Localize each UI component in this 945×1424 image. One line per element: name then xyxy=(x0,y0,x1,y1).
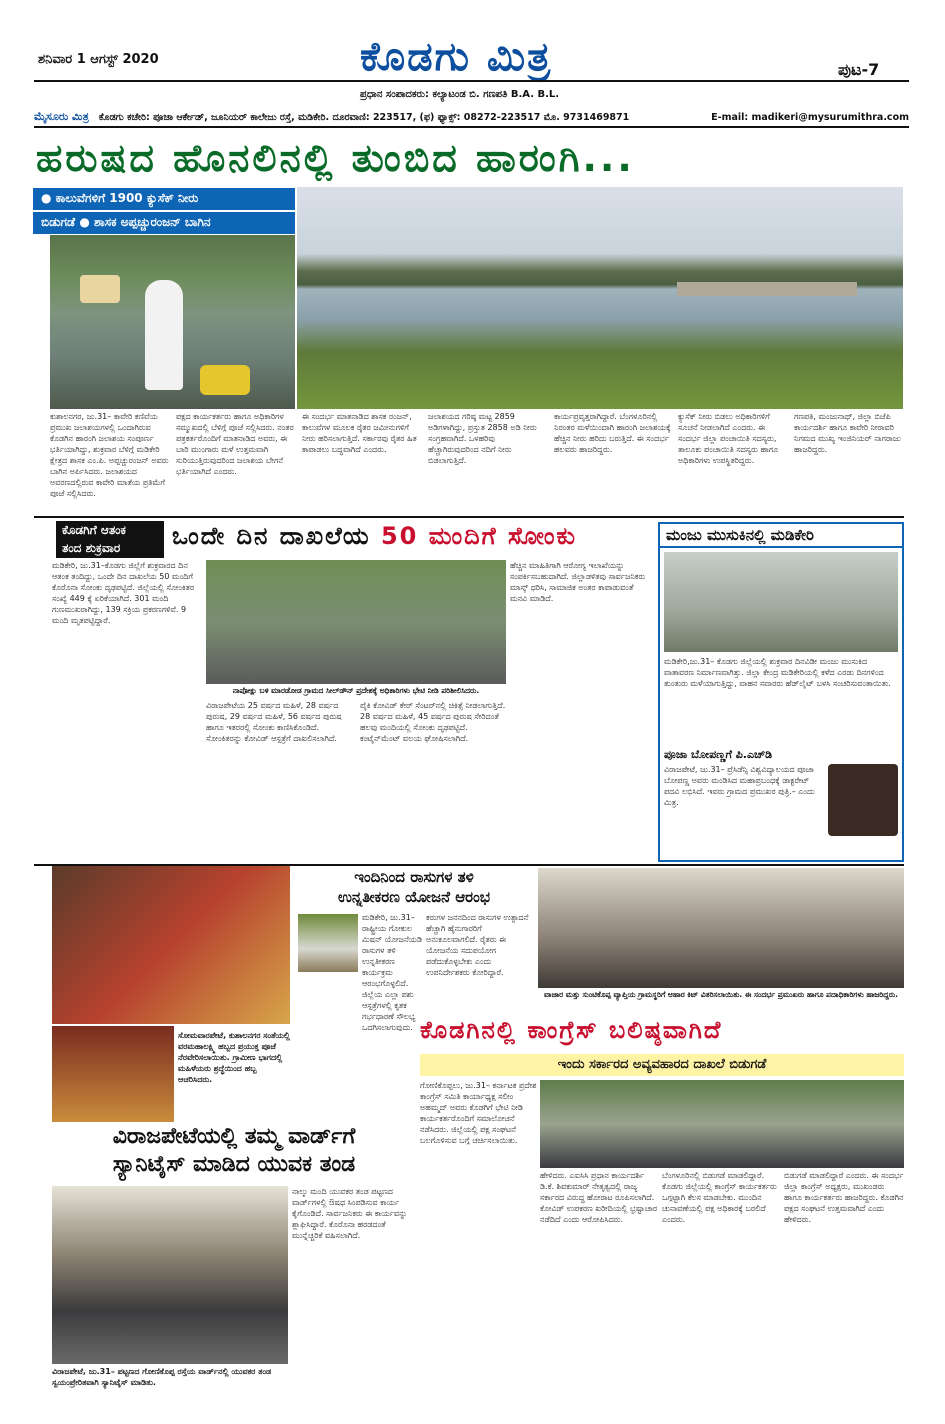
covid-kicker-2: ತಂದ ಶುಕ್ರವಾರ xyxy=(56,539,164,558)
congress-headline: ಕೊಡಗಿನಲ್ಲಿ ಕಾಂಗ್ರೆಸ್ ಬಲಿಷ್ಠವಾಗಿದೆ xyxy=(420,1016,723,1044)
masthead-title: ಕೊಡಗು ಮಿತ್ರ xyxy=(360,34,553,80)
ration-caption: ವಾಜಾರ ಮತ್ತು ಸುಂಟಿಕೊಪ್ಪ ವ್ಯಾಪ್ತಿಯ ಗ್ರಾಮಸ್ಥರಿಗೆ ಆಹಾರ ಕಿಟ್ ವಿತರಿಸಲಾಯಿತು. ಈ ಸಂದರ್ಭ ಪ್ರಮುಖರು ಹಾಗೂ ಪದಾಧಿಕಾರಿಗಳು ಹಾಜರಿದ್ದರು. xyxy=(543,990,898,999)
covid-headline-a: ಒಂದೇ ದಿನ ದಾಖಲೆಯ xyxy=(172,522,371,550)
covid-photo-caption: ನಾಪೋಕ್ಲು ಬಳಿ ಮಾರಡೋಡ ಗ್ರಾಮದ ಸೀಲ್‌ಡೌನ್ ಪ್ರದೇಶಕ್ಕೆ ಅಧಿಕಾರಿಗಳು ಭೇಟಿ ನೀಡಿ ಪರಿಶೀಲಿಸಿದರು. xyxy=(232,686,480,695)
lead-col-2: ಪಕ್ಷದ ಕಾರ್ಯಕರ್ತರು ಹಾಗೂ ಅಧಿಕಾರಿಗಳ ಸಮ್ಮುಖದಲ್ಲಿ ಬೆಳಿಗ್ಗೆ ಪೂಜೆ ಸಲ್ಲಿಸಿದರು. ನಂತರ ಪತ್ರಕರ್ತರೊಂದಿಗೆ ಮಾತನಾಡಿದ ಅವರು, ಈ ಬಾರಿ ಮುಂಗಾರು ಮಳೆ ಉತ್ತಮವಾಗಿ ಸುರಿಯುತ್ತಿರುವುದರಿಂದ ಜಲಾಶಯ ಬೇಗನೆ ಭರ್ತಿಯಾಗಿದೆ ಎಂದರು. xyxy=(176,412,294,476)
fog-text: ಮಡಿಕೇರಿ,ಜು.31– ಕೊಡಗು ಜಿಲ್ಲೆಯಲ್ಲಿ ಶುಕ್ರವಾರ ದಿನವಿಡೀ ಮಂಜು ಮುಸುಕಿದ ವಾತಾವರಣ ನಿರ್ಮಾಣವಾಗಿತ್ತು. ಜಿಲ್ಲಾ ಕೇಂದ್ರ ಮಡಿಕೇರಿಯಲ್ಲಿ ಕಳೆದ ಎರಡು ದಿನಗಳಿಂದ ತುಂತುರು ಮಳೆಯಾಗುತ್ತಿದ್ದು, ವಾಹನ ಸವಾರರು ಹೆಡ್‌ಲೈಟ್ ಬಳಸಿ ಸಂಚರಿಸುವಂತಾಯಿತು. xyxy=(664,657,891,688)
harangi-dam-photo xyxy=(297,187,903,409)
cattle-col-2: ಕರುಗಳ ಜನನದಿಂದ ರಾಸುಗಳ ಉತ್ಪಾದನೆ ಹೆಚ್ಚಾಗಿ ಹೈನುಗಾರರಿಗೆ ಅನುಕೂಲವಾಗಲಿದೆ. ರೈತರು ಈ ಯೋಜನೆಯ ಸದುಪಯೋಗ ಪಡೆದುಕೊಳ್ಳಬೇಕು ಎಂದು ಉಪನಿರ್ದೇಶಕರು ಕೋರಿದ್ದಾರೆ. xyxy=(426,913,529,977)
cattle-title-1: ಇಂದಿನಿಂದ ರಾಸುಗಳ ತಳಿ xyxy=(354,868,474,886)
sanitize-col-1: ನಾಲ್ಕು ಮಂದಿ ಯುವಕರ ತಂಡ ಪಟ್ಟಣದ ವಾರ್ಡ್‌ಗಳಲ್ಲಿ ಔಷಧ ಸಿಂಪಡಿಸುವ ಕಾರ್ಯ ಕೈಗೊಂಡಿದೆ. ಸಾರ್ವಜನಿಕರು ಈ ಕಾರ್ಯವನ್ನು ಶ್ಲಾಘಿಸಿದ್ದಾರೆ. ಕೊರೊನಾ ಹರಡದಂತೆ ಮುನ್ನೆಚ್ಚರಿಕೆ ವಹಿಸಲಾಗಿದೆ. xyxy=(292,1187,408,1240)
lead-col-1: ಕುಶಾಲನಗರ, ಜು.31– ಕಾವೇರಿ ಕಣಿವೆಯ ಪ್ರಮುಖ ಜಲಾಶಯಗಳಲ್ಲಿ ಒಂದಾಗಿರುವ ಕೊಡಗಿನ ಹಾರಂಗಿ ಜಲಾಶಯ ಸಂಪೂರ್ಣ ಭರ್ತಿಯಾಗಿದ್ದು, ಶುಕ್ರವಾರ ಬೆಳಿಗ್ಗೆ ಮಡಿಕೇರಿ ಕ್ಷೇತ್ರದ ಶಾಸಕ ಎಂ.ಪಿ. ಅಪ್ಪಚ್ಚುರಂಜನ್ ಅವರು ಬಾಗಿನ ಅರ್ಪಿಸಿದರು. ಜಲಾಶಯದ ಅವರಣದಲ್ಲಿರುವ ಕಾವೇರಿ ಮಾತೆಯ ಪ್ರತಿಮೆಗೆ ಪೂಜೆ ಸಲ್ಲಿಸಿದರು. xyxy=(50,412,169,498)
congress-col-3: ಬೆಂಗಳೂರಿನಲ್ಲಿ ಬಿಡುಗಡೆ ಮಾಡಲಿದ್ದಾರೆ. ಕೊಡಗು ಜಿಲ್ಲೆಯಲ್ಲಿ ಕಾಂಗ್ರೆಸ್ ಕಾರ್ಯಕರ್ತರು ಒಗ್ಗಟ್ಟಾಗಿ ಕೆಲಸ ಮಾಡಬೇಕು. ಮುಂದಿನ ಚುನಾವಣೆಯಲ್ಲಿ ಪಕ್ಷ ಅಧಿಕಾರಕ್ಕೆ ಬರಲಿದೆ ಎಂದರು. xyxy=(662,1171,777,1224)
pooja-phd-text: ವಿರಾಜಪೇಟೆ, ಜು.31– ಪ್ರೆಸಿಡೆನ್ಸಿ ವಿಶ್ವವಿದ್ಯಾಲಯದ ಪೂಜಾ ಬೋಪಣ್ಣ ಅವರು ಮಂಡಿಸಿದ ಮಹಾಪ್ರಬಂಧಕ್ಕೆ ಡಾಕ್ಟರೇಟ್ ಪದವಿ ಲಭಿಸಿದೆ. ಇವರು ಗ್ರಾಮದ ಪ್ರಮುಖರ ಪುತ್ರಿ.– ಎಂದು ಮಿತ್ರ. xyxy=(664,765,815,807)
header-rule xyxy=(34,80,909,82)
fog-photo xyxy=(664,552,898,652)
covid-headline-b: 50 ಮಂದಿಗೆ ಸೋಂಕು xyxy=(380,522,577,550)
congress-col-4: ಬಿಡುಗಡೆ ಮಾಡಲಿದ್ದಾರೆ ಎಂದರು. ಈ ಸಂದರ್ಭ ಜಿಲ್ಲಾ ಕಾಂಗ್ರೆಸ್ ಅಧ್ಯಕ್ಷರು, ಮುಖಂಡರು ಹಾಗೂ ಕಾರ್ಯಕರ್ತರು ಹಾಜರಿದ್ದರು. ಕೊಡಗಿನ ಪಕ್ಷದ ಸಂಘಟನೆ ಉತ್ತಮವಾಗಿದೆ ಎಂದು ಹೇಳಿದರು. xyxy=(784,1171,904,1224)
containment-visit-photo xyxy=(206,560,506,684)
festival-caption: ಸೋಮವಾರಪೇಟೆ, ಕುಶಾಲನಗರ ಸಂತೆಯಲ್ಲಿ ವರಮಹಾಲಕ್ಷ್ಮಿ ಹಬ್ಬದ ಪ್ರಯುಕ್ತ ಪೂಜೆ ನೆರವೇರಿಸಲಾಯಿತು. ಗ್ರಾಮೀಣ ಭಾಗದಲ್ಲಿ ಮಹಿಳೆಯರು ಶ್ರದ್ಧೆಯಿಂದ ಹಬ್ಬ ಆಚರಿಸಿದರು. xyxy=(178,1031,290,1084)
lead-headline: ಹರುಷದ ಹೊನಲಿನಲ್ಲಿ ತುಂಬಿದ ಹಾರಂಗಿ... xyxy=(36,136,635,180)
cattle-title-2: ಉನ್ನತೀಕರಣ ಯೋಜನೆ ಆರಂಭ xyxy=(338,888,490,906)
pooja-portrait xyxy=(828,764,898,836)
covid-col-1: ಮಡಿಕೇರಿ, ಜು.31–ಕೊಡಗು ಜಿಲ್ಲೆಗೆ ಶುಕ್ರವಾರದ ದಿನ ಆತಂಕ ತಂದಿದ್ದು, ಒಂದೇ ದಿನ ದಾಖಲೆಯ 50 ಮಂದಿಗೆ ಕೊರೊನಾ ಸೋಂಕು ದೃಢಪಟ್ಟಿದೆ. ಜಿಲ್ಲೆಯಲ್ಲಿ ಸೋಂಕಿತರ ಸಂಖ್ಯೆ 449 ಕ್ಕೆ ಏರಿಕೆಯಾಗಿದೆ. 301 ಮಂದಿ ಗುಣಮುಖರಾಗಿದ್ದು, 139 ಸಕ್ರಿಯ ಪ್ರಕರಣಗಳಿವೆ. 9 ಮಂದಿ ಮೃತಪಟ್ಟಿದ್ದಾರೆ. xyxy=(52,561,195,625)
sanitize-headline-2: ಸ್ಯಾನಿಟೈಸ್ ಮಾಡಿದ ಯುವಕ ತಂಡ xyxy=(112,1152,356,1177)
youth-team-photo xyxy=(52,1186,288,1364)
lead-badge-1: ● ಕಾಲುವೆಗಳಿಗೆ 1900 ಕ್ಯುಸೆಕ್ ನೀರು xyxy=(33,188,295,210)
congress-col-1-lower xyxy=(420,1164,538,1418)
pooja-phd-title: ಪೂಜಾ ಬೋಪಣ್ಣಗೆ ಪಿ.ಎಚ್‌ಡಿ xyxy=(664,748,773,761)
sanitize-caption: ವಿರಾಜಪೇಟೆ, ಜು.31– ಪಟ್ಟಣದ ಗೋಣಿಕೊಪ್ಪ ರಸ್ತೆಯ ವಾರ್ಡ್‌ನಲ್ಲಿ ಯುವಕರ ತಂಡ ಸ್ವಯಂಪ್ರೇರಿತವಾಗಿ ಸ್ಯಾನಿಟೈಸ್ ಮಾಡಿತು. xyxy=(52,1367,272,1387)
congress-col-1-top: ಗೋಣಿಕೊಪ್ಪಲು, ಜು.31– ಕರ್ನಾಟಕ ಪ್ರದೇಶ ಕಾಂಗ್ರೆಸ್ ಸಮಿತಿ ಕಾರ್ಯಾಧ್ಯಕ್ಷ ಸಲೀಂ ಅಹಮ್ಮದ್ ಅವರು ಕೊಡಗಿಗೆ ಭೇಟಿ ನೀಡಿ ಕಾರ್ಯಕರ್ತರೊಂದಿಗೆ ಸಮಾಲೋಚನೆ ನಡೆಸಿದರು. ಜಿಲ್ಲೆಯಲ್ಲಿ ಪಕ್ಷ ಸಂಘಟನೆ ಬಲಗೊಳಿಸುವ ಬಗ್ಗೆ ಚರ್ಚಿಸಲಾಯಿತು. xyxy=(420,1081,537,1145)
mla-offering-photo xyxy=(50,235,295,409)
lead-col-6: ಕ್ಯುಸೆಕ್ ನೀರು ಬಿಡಲು ಅಧಿಕಾರಿಗಳಿಗೆ ಸೂಚನೆ ನೀಡಲಾಗಿದೆ ಎಂದರು. ಈ ಸಂದರ್ಭ ಜಿಲ್ಲಾ ಪಂಚಾಯಿತಿ ಸದಸ್ಯರು, ತಾಲೂಕು ಪಂಚಾಯಿತಿ ಸದಸ್ಯರು ಹಾಗೂ ಅಧಿಕಾರಿಗಳು ಉಪಸ್ಥಿತರಿದ್ದರು. xyxy=(678,412,779,465)
issue-date: ಶನಿವಾರ 1 ಆಗಸ್ಟ್ 2020 xyxy=(38,52,159,67)
lead-badge-2: ಬಿಡುಗಡೆ ● ಶಾಸಕ ಅಪ್ಪಚ್ಚುರಂಜನ್ ಬಾಗಿನ xyxy=(33,212,295,234)
festival-photo-1 xyxy=(52,866,290,1024)
festival-photo-2 xyxy=(52,1026,174,1122)
covid-col-2: ವಿರಾಜಪೇಟೆಯ 25 ವರ್ಷದ ಮಹಿಳೆ, 28 ವರ್ಷದ ಪುರುಷ, 29 ವರ್ಷದ ಮಹಿಳೆ, 56 ವರ್ಷದ ಪುರುಷ ಹಾಗೂ ಇತರರಲ್ಲಿ ಸೋಂಕು ಕಾಣಿಸಿಕೊಂಡಿದೆ. ಸೋಂಕಿತರನ್ನು ಕೋವಿಡ್ ಆಸ್ಪತ್ರೆಗೆ ದಾಖಲಿಸಲಾಗಿದೆ. xyxy=(206,701,342,743)
contact-email: E-mail: madikeri@mysurumithra.com xyxy=(711,111,909,123)
cow-photo xyxy=(298,914,358,972)
lead-col-4: ಜಲಾಶಯದ ಗರಿಷ್ಠ ಮಟ್ಟ 2859 ಅಡಿಗಳಾಗಿದ್ದು, ಪ್ರಸ್ತುತ 2858 ಅಡಿ ನೀರು ಸಂಗ್ರಹವಾಗಿದೆ. ಒಳಹರಿವು ಹೆಚ್ಚಾಗಿರುವುದರಿಂದ ನದಿಗೆ ನೀರು ಬಿಡಲಾಗುತ್ತಿದೆ. xyxy=(428,412,537,465)
lead-col-7: ಗಣಪತಿ, ಮಂಜುನಾಥ್, ಜಿಲ್ಲಾ ಬಿಜೆಪಿ ಕಾರ್ಯದರ್ಶಿ ಹಾಗೂ ಕಾವೇರಿ ನೀರಾವರಿ ನಿಗಮದ ಮುಖ್ಯ ಇಂಜಿನಿಯರ್ ನಾಗರಾಜು ಹಾಜರಿದ್ದರು. xyxy=(794,412,901,454)
covid-headline xyxy=(172,522,652,556)
lead-col-5: ಕಾರ್ಯಪ್ರವೃತ್ತರಾಗಿದ್ದಾರೆ. ಬೆಂಗಳೂರಿನಲ್ಲಿ ನಿರಂತರ ಮಳೆಯಿಂದಾಗಿ ಹಾರಂಗಿ ಜಲಾಶಯಕ್ಕೆ ಹೆಚ್ಚಿನ ನೀರು ಹರಿದು ಬರುತ್ತಿದೆ. ಈ ಸಂದರ್ಭ ಹಲವರು ಹಾಜರಿದ್ದರು. xyxy=(554,412,671,454)
lead-col-3: ಈ ಸಂದರ್ಭ ಮಾತನಾಡಿದ ಶಾಸಕ ರಂಜನ್, ಕಾಲುವೆಗಳ ಮೂಲಕ ರೈತರ ಜಮೀನುಗಳಿಗೆ ನೀರು ಹರಿಸಲಾಗುತ್ತಿದೆ. ಸರ್ಕಾರವು ರೈತರ ಹಿತ ಕಾಪಾಡಲು ಬದ್ಧವಾಗಿದೆ ಎಂದರು. xyxy=(302,412,417,454)
fog-title: ಮಂಜು ಮುಸುಕಿನಲ್ಲಿ ಮಡಿಕೇರಿ xyxy=(660,524,902,548)
section-divider xyxy=(34,516,904,518)
page-number: ಪುಟ-7 xyxy=(838,60,880,79)
covid-kicker-1: ಕೊಡಗಿಗೆ ಆತಂಕ xyxy=(56,521,164,540)
congress-subhead: ಇಂದು ಸರ್ಕಾರದ ಅವ್ಯವಹಾರದ ದಾಖಲೆ ಬಿಡುಗಡೆ xyxy=(420,1054,904,1076)
covid-col-4: ಹೆಚ್ಚಿನ ಮಾಹಿತಿಗಾಗಿ ಆರೋಗ್ಯ ಇಲಾಖೆಯನ್ನು ಸಂಪರ್ಕಿಸಬಹುದಾಗಿದೆ. ಜಿಲ್ಲಾಡಳಿತವು ಸಾರ್ವಜನಿಕರು ಮಾಸ್ಕ್ ಧರಿಸಿ, ಸಾಮಾಜಿಕ ಅಂತರ ಕಾಪಾಡುವಂತೆ ಮನವಿ ಮಾಡಿದೆ. xyxy=(510,561,646,603)
congress-welcome-photo xyxy=(540,1080,904,1168)
office-address: ಕೊಡಗು ಕಚೇರಿ: ಪೂಜಾ ಆರ್ಕೇಡ್, ಜೂನಿಯರ್ ಕಾಲೇಜು ರಸ್ತೆ, ಮಡಿಕೇರಿ. ದೂರವಾಣಿ: 223517, (ಫ) ಫ್ಯಾಕ್ಸ್: 08272-223517 ಮೊ. 9731469871 xyxy=(98,111,630,123)
covid-col-3: ಪೈಕಿ ಕೋವಿಡ್ ಕೇರ್ ಸೆಂಟರ್‌ನಲ್ಲಿ ಚಿಕಿತ್ಸೆ ನೀಡಲಾಗುತ್ತಿದೆ. 28 ವರ್ಷದ ಮಹಿಳೆ, 45 ವರ್ಷದ ಪುರುಷ ಸೇರಿದಂತೆ ಹಲವು ಮಂದಿಯಲ್ಲಿ ಸೋಂಕು ದೃಢಪಟ್ಟಿದೆ. ಕಂಟೈನ್‌ಮೆಂಟ್ ವಲಯ ಘೋಷಿಸಲಾಗಿದೆ. xyxy=(360,701,506,743)
ration-distribution-photo xyxy=(538,868,904,988)
cattle-col-1: ಮಡಿಕೇರಿ, ಜು.31– ರಾಷ್ಟ್ರೀಯ ಗೋಕುಲ ಮಿಷನ್ ಯೋಜನೆಯಡಿ ರಾಸುಗಳ ತಳಿ ಉನ್ನತೀಕರಣ ಕಾರ್ಯಕ್ರಮ ಆರಂಭಗೊಳ್ಳಲಿದೆ. ಜಿಲ್ಲೆಯ ಎಲ್ಲಾ ಪಶು ಆಸ್ಪತ್ರೆಗಳಲ್ಲಿ ಕೃತಕ ಗರ್ಭಧಾರಣೆ ಸೌಲಭ್ಯ ಒದಗಿಸಲಾಗುವುದು. xyxy=(362,913,422,1032)
editor-line: ಪ್ರಧಾನ ಸಂಪಾದಕರು: ಕಲ್ಯಾಟಂಡ ಬಿ. ಗಣಪತಿ B.A. B.L. xyxy=(360,89,560,100)
fog-box xyxy=(658,522,904,862)
brand-name: ಮೈಸೂರು ಮಿತ್ರ xyxy=(34,110,89,123)
congress-col-2: ಹೇಳಿದರು. ಎಐಸಿಸಿ ಪ್ರಧಾನ ಕಾರ್ಯದರ್ಶಿ ಡಿ.ಕೆ. ಶಿವಕುಮಾರ್ ನೇತೃತ್ವದಲ್ಲಿ ರಾಜ್ಯ ಸರ್ಕಾರದ ವಿರುದ್ಧ ಹೋರಾಟ ರೂಪಿಸಲಾಗಿದೆ. ಕೋವಿಡ್ ಉಪಕರಣ ಖರೀದಿಯಲ್ಲಿ ಭ್ರಷ್ಟಾಚಾರ ನಡೆದಿದೆ ಎಂದು ಆರೋಪಿಸಿದರು. xyxy=(540,1171,658,1224)
contact-bar xyxy=(34,108,909,128)
sanitize-headline-1: ವಿರಾಜಪೇಟೆಯಲ್ಲಿ ತಮ್ಮ ವಾರ್ಡ್‌ಗೆ xyxy=(112,1124,356,1149)
